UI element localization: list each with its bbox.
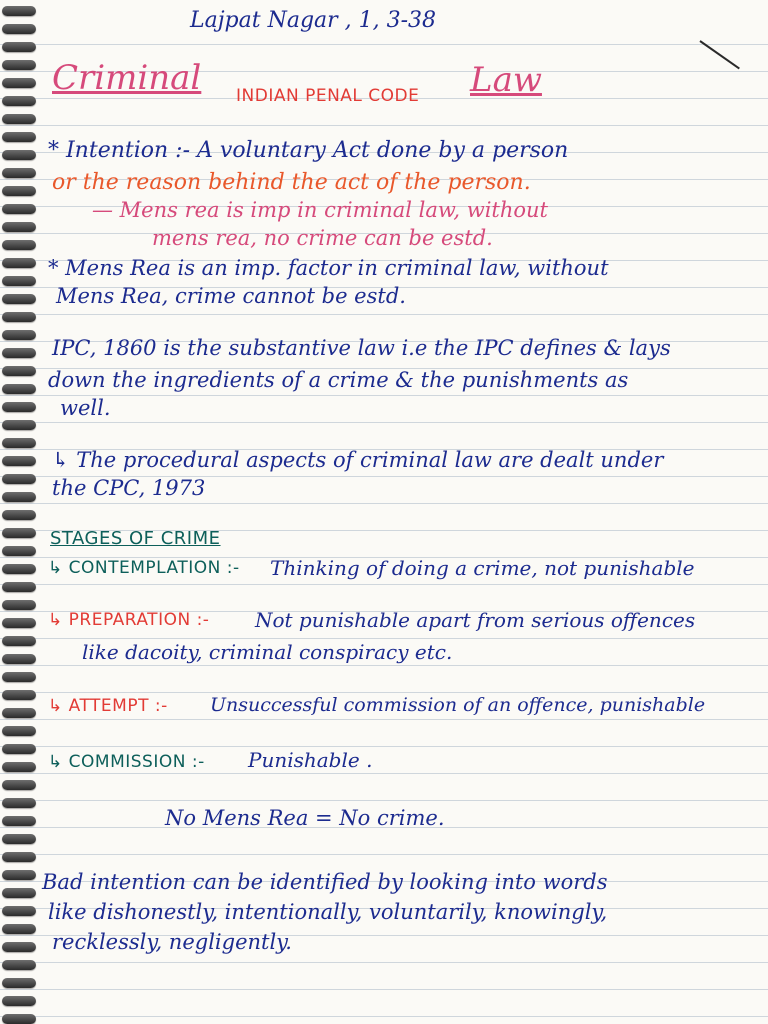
- spiral-ring: [2, 438, 36, 448]
- crpc-line-2: the CPC, 1973: [52, 476, 206, 500]
- title-left: Criminal: [52, 58, 202, 98]
- spiral-ring: [2, 456, 36, 466]
- equation: No Mens Rea = No crime.: [165, 806, 445, 830]
- spiral-ring: [2, 258, 36, 268]
- intention-line-2: or the reason behind the act of the person.: [52, 170, 531, 195]
- title-center: INDIAN PENAL CODE: [236, 86, 420, 106]
- bad-intention-line-3: recklessly, negligently.: [52, 930, 292, 954]
- spiral-ring: [2, 744, 36, 754]
- title-right: Law: [470, 60, 542, 100]
- spiral-ring: [2, 942, 36, 952]
- spiral-ring: [2, 546, 36, 556]
- spiral-ring: [2, 402, 36, 412]
- spiral-ring: [2, 492, 36, 502]
- spiral-ring: [2, 96, 36, 106]
- intention-line-4: mens rea, no crime can be estd.: [152, 226, 493, 250]
- stages-heading: STAGES OF CRIME: [50, 528, 221, 549]
- spiral-ring: [2, 240, 36, 250]
- spiral-ring: [2, 690, 36, 700]
- ipc-line-1: IPC, 1860 is the substantive law i.e the IPC defines & lays: [52, 336, 671, 360]
- commission-label: ↳ COMMISSION :-: [48, 752, 205, 772]
- spiral-ring: [2, 168, 36, 178]
- spiral-ring: [2, 60, 36, 70]
- mens-rea-line-2: Mens Rea, crime cannot be estd.: [56, 284, 406, 308]
- spiral-ring: [2, 312, 36, 322]
- spiral-ring: [2, 186, 36, 196]
- spiral-ring: [2, 618, 36, 628]
- spiral-ring: [2, 132, 36, 142]
- contemplation-text: Thinking of doing a crime, not punishable: [270, 556, 695, 580]
- spiral-ring: [2, 582, 36, 592]
- spiral-ring: [2, 24, 36, 34]
- spiral-ring: [2, 384, 36, 394]
- place-date: Lajpat Nagar , 1, 3-38: [190, 8, 437, 33]
- spiral-ring: [2, 474, 36, 484]
- ipc-line-2: down the ingredients of a crime & the punishments as: [48, 368, 629, 392]
- commission-text: Punishable .: [248, 748, 373, 772]
- mens-rea-line-1: * Mens Rea is an imp. factor in criminal law, without: [48, 256, 609, 280]
- spiral-ring: [2, 366, 36, 376]
- spiral-ring: [2, 996, 36, 1006]
- bad-intention-line-1: Bad intention can be identified by looking into words: [42, 870, 608, 894]
- spiral-ring: [2, 78, 36, 88]
- spiral-ring: [2, 510, 36, 520]
- spiral-ring: [2, 114, 36, 124]
- intention-line-3: — Mens rea is imp in criminal law, without: [92, 198, 548, 222]
- spiral-ring: [2, 780, 36, 790]
- spiral-ring: [2, 222, 36, 232]
- spiral-ring: [2, 294, 36, 304]
- spiral-ring: [2, 636, 36, 646]
- intention-line-1: * Intention :- A voluntary Act done by a person: [48, 138, 569, 163]
- contemplation-label: ↳ CONTEMPLATION :-: [48, 558, 240, 578]
- spiral-ring: [2, 348, 36, 358]
- bad-intention-line-2: like dishonestly, intentionally, voluntarily, knowingly,: [48, 900, 608, 924]
- spiral-ring: [2, 6, 36, 16]
- spiral-ring: [2, 960, 36, 970]
- spiral-ring: [2, 762, 36, 772]
- spiral-ring: [2, 528, 36, 538]
- pen-stroke-mark: [699, 40, 739, 69]
- spiral-ring: [2, 906, 36, 916]
- spiral-ring: [2, 978, 36, 988]
- spiral-ring: [2, 1014, 36, 1024]
- spiral-ring: [2, 600, 36, 610]
- spiral-ring: [2, 852, 36, 862]
- spiral-ring: [2, 204, 36, 214]
- spiral-ring: [2, 816, 36, 826]
- spiral-ring: [2, 726, 36, 736]
- attempt-text: Unsuccessful commission of an offence, punishable: [210, 694, 706, 716]
- spiral-binding: [0, 0, 40, 1024]
- attempt-label: ↳ ATTEMPT :-: [48, 696, 168, 716]
- spiral-ring: [2, 924, 36, 934]
- crpc-line-1: ↳ The procedural aspects of criminal law are dealt under: [52, 448, 664, 472]
- spiral-ring: [2, 798, 36, 808]
- preparation-text: Not punishable apart from serious offences: [255, 608, 696, 632]
- spiral-ring: [2, 564, 36, 574]
- spiral-ring: [2, 654, 36, 664]
- spiral-ring: [2, 708, 36, 718]
- preparation-text-2: like dacoity, criminal conspiracy etc.: [82, 640, 453, 664]
- spiral-ring: [2, 276, 36, 286]
- ipc-line-3: well.: [60, 396, 111, 420]
- spiral-ring: [2, 888, 36, 898]
- spiral-ring: [2, 672, 36, 682]
- preparation-label: ↳ PREPARATION :-: [48, 610, 210, 630]
- spiral-ring: [2, 42, 36, 52]
- spiral-ring: [2, 870, 36, 880]
- spiral-ring: [2, 834, 36, 844]
- spiral-ring: [2, 420, 36, 430]
- spiral-ring: [2, 150, 36, 160]
- spiral-ring: [2, 330, 36, 340]
